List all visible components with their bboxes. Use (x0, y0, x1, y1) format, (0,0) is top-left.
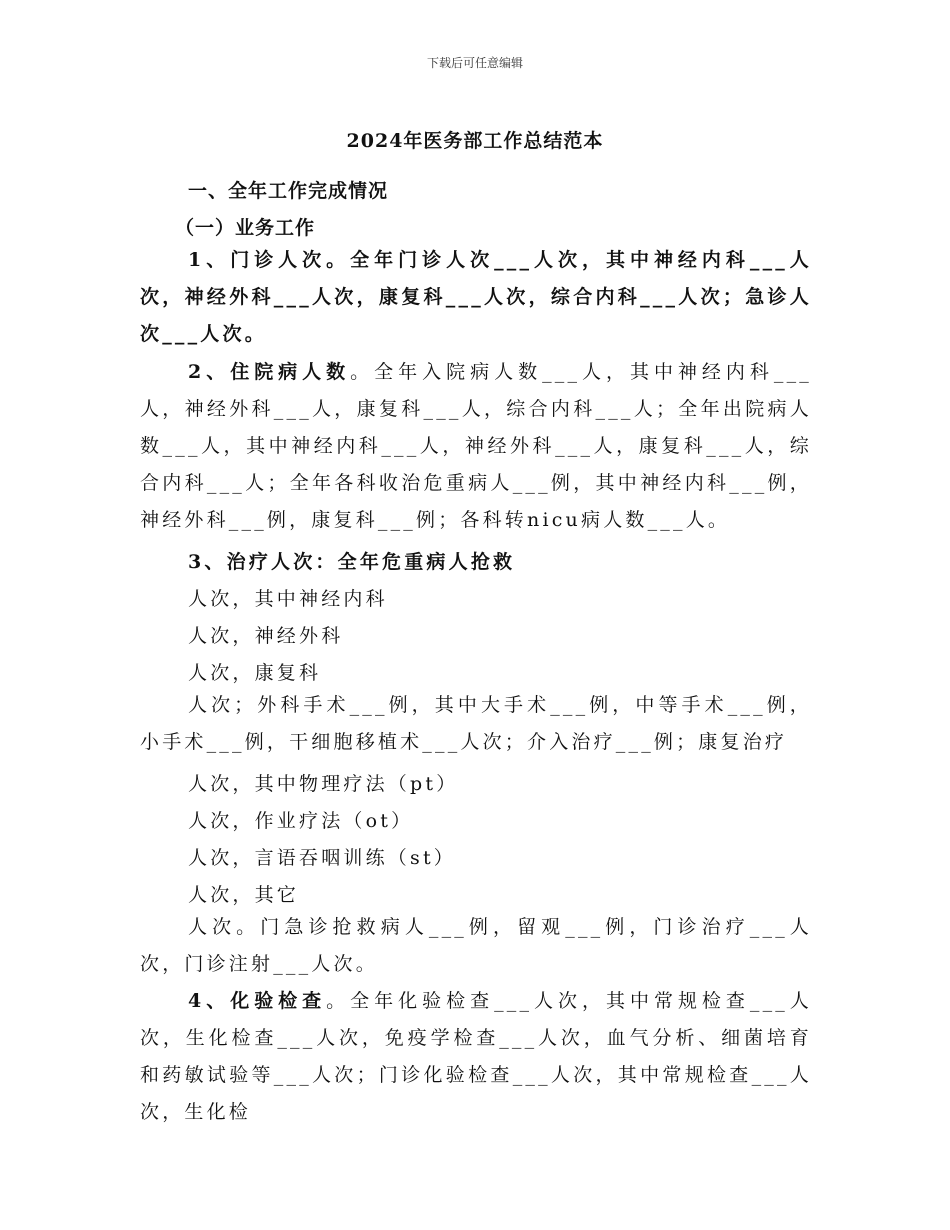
paragraph-body: 。全年化验检查___人次，其中常规检查___人次，生化检查___人次，免疫学检查___人次，血气分析、细菌培育和药敏试验等___人次；门诊化验检查___人次，其中常规检查___人次，生化检 (140, 990, 812, 1123)
text-line: 人次，神经外科 (188, 625, 344, 647)
subsection-heading: （一）业务工作 (175, 217, 316, 239)
paragraph-treatment: 3、治疗人次：全年危重病人抢救 (188, 551, 516, 573)
paragraph-lab (140, 983, 812, 1131)
paragraph-surgery: 人次；外科手术___例，其中大手术___例，中等手术___例，小手术___例，干细胞移植术___人次；介入治疗___例；康复治疗 (140, 694, 812, 753)
paragraph-body: 。全年入院病人数___人，其中神经内科___人，神经外科___人，康复科___人，综合内科___人；全年出院病人数___人，其中神经内科___人，神经外科___人，康复科___人，综合内科___人；全年各科收治危重病人___例，其中神经内科___例，神经外科___例，康复科___例；各科转nicu病人数___人。 (140, 361, 812, 531)
header-note: 下载后可任意编辑 (426, 56, 523, 70)
paragraph-inpatient (140, 354, 812, 539)
text-line: 人次，作业疗法（ot） (188, 810, 414, 832)
text-line: 人次，其中物理疗法（pt） (188, 773, 459, 795)
paragraph-outpatient: 1、门诊人次。全年门诊人次___人次，其中神经内科___人次，神经外科___人次，康复科___人次，综合内科___人次；急诊人次___人次。 (140, 249, 812, 345)
text-line: 人次，其中神经内科 (188, 588, 388, 610)
page-title: 2024年医务部工作总结范本 (346, 130, 604, 152)
paragraph-emergency: 人次。门急诊抢救病人___例，留观___例，门诊治疗___人次，门诊注射___人次。 (140, 916, 812, 975)
text-line: 人次，言语吞咽训练（st） (188, 847, 456, 869)
text-line: 人次，康复科 (188, 662, 322, 684)
section-heading: 一、全年工作完成情况 (188, 180, 389, 202)
paragraph-lead: 2、住院病人数 (188, 361, 351, 383)
text-line: 人次，其它 (188, 884, 300, 906)
paragraph-lead: 4、化验检查 (188, 990, 327, 1012)
